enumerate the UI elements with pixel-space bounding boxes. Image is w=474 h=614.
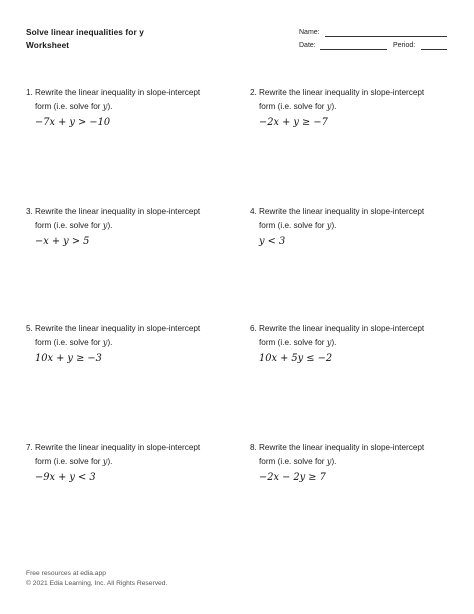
problem-5 xyxy=(26,323,226,364)
problem-number: 1. xyxy=(26,88,33,97)
problem-number: 2. xyxy=(250,88,257,97)
problem-number: 4. xyxy=(250,207,257,216)
problem-6 xyxy=(250,323,450,364)
problem-instruction: Rewrite the linear inequality in slope-intercept xyxy=(259,324,425,333)
problem-expression: −2x − 2y ≥ 7 xyxy=(259,472,326,483)
problem-prompt xyxy=(250,442,450,468)
worksheet-subtitle: Worksheet xyxy=(26,40,70,50)
problem-instruction: Rewrite the linear inequality in slope-intercept xyxy=(35,88,201,97)
problem-hint: form (i.e. solve for y). xyxy=(35,455,113,466)
problem-instruction: Rewrite the linear inequality in slope-intercept xyxy=(35,324,201,333)
problem-7 xyxy=(26,442,226,483)
problem-expression: −2x + y ≥ −7 xyxy=(259,117,328,128)
problem-instruction: Rewrite the linear inequality in slope-intercept xyxy=(259,207,425,216)
problem-expression: 10x + 5y ≤ −2 xyxy=(259,353,333,364)
problem-2 xyxy=(250,87,450,128)
problem-instruction: Rewrite the linear inequality in slope-intercept xyxy=(259,443,425,452)
problem-1 xyxy=(26,87,226,128)
problem-prompt xyxy=(26,87,226,113)
problem-instruction: Rewrite the linear inequality in slope-intercept xyxy=(35,207,201,216)
problem-number: 7. xyxy=(26,443,33,452)
problem-number: 6. xyxy=(250,324,257,333)
date-field[interactable] xyxy=(320,49,387,50)
problem-4 xyxy=(250,206,450,247)
footer-copyright: © 2021 Edia Learning, Inc. All Rights Reserved. xyxy=(26,580,168,587)
problem-3 xyxy=(26,206,226,247)
problem-hint: form (i.e. solve for y). xyxy=(259,455,337,466)
problem-prompt xyxy=(26,442,226,468)
problem-expression: −x + y > 5 xyxy=(35,236,90,247)
problem-prompt xyxy=(250,206,450,232)
problem-8 xyxy=(250,442,450,483)
problem-expression: 10x + y ≥ −3 xyxy=(35,353,102,364)
problem-expression: y < 3 xyxy=(259,236,286,247)
problem-hint: form (i.e. solve for y). xyxy=(259,219,337,230)
period-label: Period: xyxy=(393,42,416,49)
problem-prompt xyxy=(250,323,450,349)
problem-instruction: Rewrite the linear inequality in slope-intercept xyxy=(35,443,201,452)
problem-number: 8. xyxy=(250,443,257,452)
problem-hint: form (i.e. solve for y). xyxy=(35,100,113,111)
problem-number: 3. xyxy=(26,207,33,216)
problem-hint: form (i.e. solve for y). xyxy=(35,219,113,230)
date-label: Date: xyxy=(299,42,316,49)
name-label: Name: xyxy=(299,29,320,36)
problem-prompt xyxy=(26,206,226,232)
name-field[interactable] xyxy=(325,36,447,37)
problem-prompt xyxy=(250,87,450,113)
problem-prompt xyxy=(26,323,226,349)
problem-expression: −9x + y < 3 xyxy=(35,472,96,483)
problem-hint: form (i.e. solve for y). xyxy=(35,336,113,347)
problem-instruction: Rewrite the linear inequality in slope-intercept xyxy=(259,88,425,97)
problem-hint: form (i.e. solve for y). xyxy=(259,100,337,111)
problem-expression: −7x + y > −10 xyxy=(35,117,111,128)
worksheet-title: Solve linear inequalities for y xyxy=(26,27,144,37)
period-field[interactable] xyxy=(421,49,447,50)
footer-resources: Free resources at edia.app xyxy=(26,570,106,577)
problem-number: 5. xyxy=(26,324,33,333)
problem-hint: form (i.e. solve for y). xyxy=(259,336,337,347)
